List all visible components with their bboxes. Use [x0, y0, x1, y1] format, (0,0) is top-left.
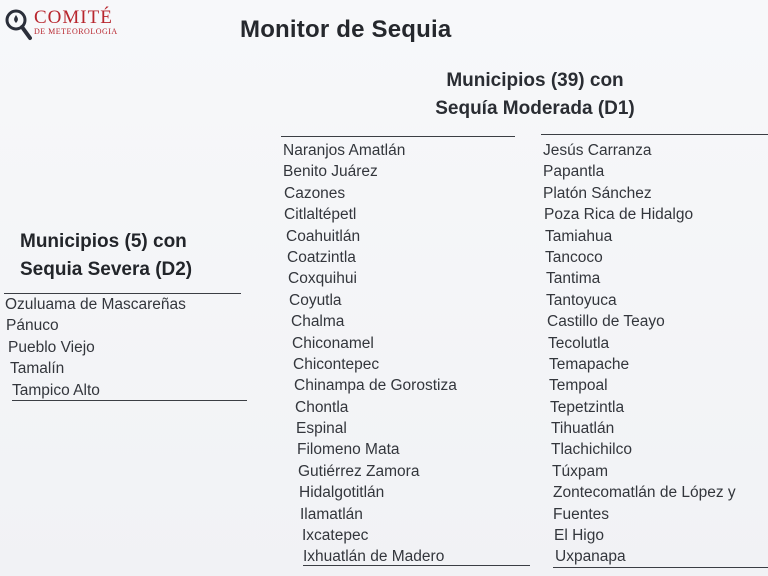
- list-item: Tamalín: [10, 360, 65, 378]
- list-item: Gutiérrez Zamora: [298, 462, 420, 480]
- moderate-heading-line2: Sequía Moderada (D1): [435, 98, 635, 119]
- list-item: Fuentes: [553, 505, 610, 523]
- list-item: Benito Juárez: [283, 163, 378, 181]
- list-item: Chontla: [295, 398, 349, 416]
- severe-heading: [20, 228, 192, 284]
- moderate-list-col2: [543, 140, 736, 568]
- list-item: Chinampa de Gorostiza: [294, 377, 457, 395]
- list-item: El Higo: [554, 527, 604, 545]
- list-item: Ilamatlán: [300, 505, 363, 523]
- list-item: Chicontepec: [293, 355, 380, 373]
- list-item: Filomeno Mata: [297, 441, 400, 459]
- list-item: Castillo de Teayo: [547, 313, 665, 331]
- list-item: Tamiahua: [545, 227, 613, 245]
- list-item: Uxpanapa: [555, 548, 626, 566]
- moderate-col1-rule: [281, 136, 515, 137]
- logo-title: COMITÉ: [34, 7, 113, 28]
- logo: [4, 8, 118, 42]
- list-item: Chalma: [291, 313, 345, 331]
- moderate-heading: [400, 67, 670, 123]
- moderate-col2-rule: [541, 134, 768, 135]
- list-item: Coyutla: [289, 291, 342, 309]
- list-item: Coahuitlán: [286, 227, 361, 245]
- list-item: Zontecomatlán de López y: [553, 484, 736, 502]
- logo-subtitle: DE METEOROLOGIA: [34, 27, 118, 36]
- list-item: Naranjos Amatlán: [283, 142, 406, 159]
- severe-heading-line1: Municipios (5) con: [20, 231, 187, 252]
- severe-list: [5, 294, 186, 401]
- list-item: Pueblo Viejo: [8, 338, 95, 356]
- list-item: Cazones: [284, 184, 346, 202]
- list-item: Tantoyuca: [546, 291, 617, 309]
- list-item: Espinal: [296, 420, 347, 438]
- list-item: Tantima: [546, 270, 601, 288]
- list-item: Tecolutla: [548, 334, 610, 352]
- list-item: Hidalgotitlán: [299, 484, 385, 502]
- list-item: Túxpam: [552, 462, 608, 480]
- list-item: Coatzintla: [287, 248, 356, 266]
- list-item: Ixcatepec: [302, 527, 369, 545]
- list-item: Tampico Alto: [12, 381, 100, 399]
- list-item: Tepetzintla: [550, 398, 625, 416]
- severe-bottom-rule: [12, 400, 247, 401]
- list-item: Poza Rica de Hidalgo: [544, 206, 694, 224]
- list-item: Ixhuatlán de Madero: [303, 548, 445, 566]
- moderate-col2-bottom-rule: [553, 567, 768, 568]
- list-item: Jesús Carranza: [543, 142, 652, 159]
- list-item: Pánuco: [6, 317, 59, 335]
- list-item: Tempoal: [549, 377, 608, 395]
- list-item: Chiconamel: [292, 334, 374, 352]
- list-item: Citlaltépetl: [284, 206, 357, 224]
- list-item: Tlachichilco: [551, 441, 632, 459]
- moderate-list-col1: [283, 140, 457, 568]
- list-item: Platón Sánchez: [543, 184, 652, 202]
- list-item: Papantla: [543, 163, 605, 181]
- magnifier-icon: [4, 8, 32, 42]
- list-item: Temapache: [549, 355, 630, 373]
- severe-heading-line2: Sequia Severa (D2): [20, 259, 193, 280]
- moderate-col1-bottom-rule: [303, 565, 530, 566]
- page-title: Monitor de Sequia: [240, 16, 452, 43]
- list-item: Coxquihui: [288, 270, 357, 288]
- list-item: Ozuluama de Mascareñas: [5, 296, 186, 313]
- list-item: Tihuatlán: [551, 420, 615, 438]
- list-item: Tancoco: [545, 248, 603, 266]
- moderate-heading-line1: Municipios (39) con: [446, 70, 624, 91]
